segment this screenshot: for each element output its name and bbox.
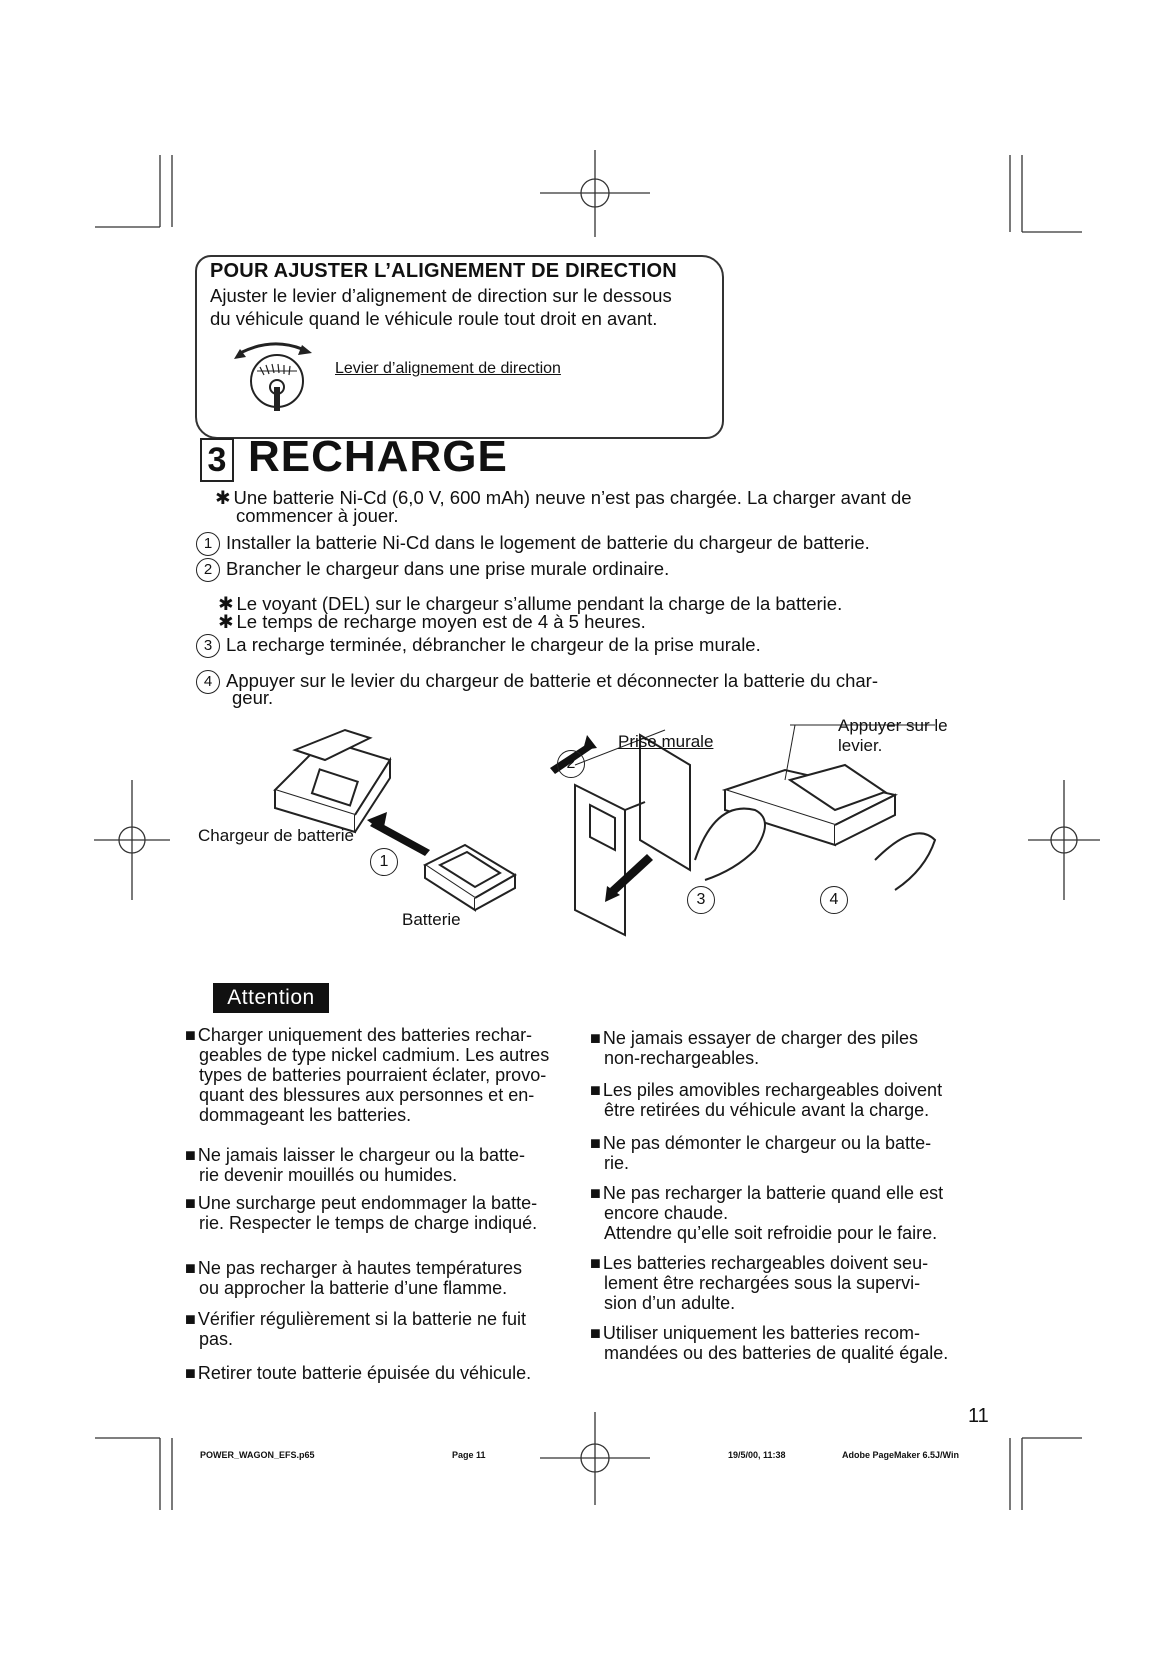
charger-illustration (275, 730, 390, 832)
lever-release-illustration (695, 765, 935, 890)
step-4: 4 Appuyer sur le levier du chargeur de batterie et déconnecter la batterie du char- (196, 670, 878, 694)
step-3: 3 La recharge terminée, débrancher le chargeur de la prise murale. (196, 634, 761, 658)
battery-label: Batterie (402, 910, 461, 929)
attention-item: ■ Ne jamais laisser le chargeur ou la batte- rie devenir mouillés ou humides. (185, 1145, 526, 1185)
step-number: 1 (196, 532, 220, 556)
attention-item: ■ Ne pas démonter le chargeur ou la batte- rie. (590, 1133, 932, 1173)
step-4-cont: geur. (232, 687, 274, 708)
asterisk-icon: ✱ (218, 593, 234, 614)
step-number: 3 (196, 634, 220, 658)
section-number: 3 (200, 438, 234, 482)
lever-label: Levier d’alignement de direction (335, 360, 561, 377)
attention-item: ■ Ne jamais essayer de charger des piles non-rechargeables. (590, 1028, 919, 1068)
steering-lever-illustration (232, 335, 332, 415)
attention-item: ■ Les piles amovibles rechargeables doivent être retirées du véhicule avant la charge. (590, 1080, 943, 1120)
footer-file: POWER_WAGON_EFS.p65 (200, 1450, 315, 1460)
asterisk-icon: ✱ (215, 487, 231, 508)
step-1: 1 Installer la batterie Ni-Cd dans le logement de batterie du chargeur de batterie. (196, 532, 870, 556)
attention-item: ■ Charger uniquement des batteries rechar- geables de type nickel cadmium. Les autres types de batteries pourraient éclater, provo- quant des blessures aux personnes et en- dommageant les batteries. (185, 1025, 550, 1125)
asterisk-icon: ✱ (218, 611, 234, 632)
attention-item: ■ Vérifier régulièrement si la batterie ne fuit pas. (185, 1309, 527, 1349)
page-number: 11 (968, 1405, 989, 1427)
step-number: 4 (196, 670, 220, 694)
battery-illustration (425, 845, 515, 910)
attention-item: ■ Retirer toute batterie épuisée du véhicule. (185, 1363, 532, 1383)
wall-socket-illustration (575, 735, 690, 950)
attention-item: ■ Ne pas recharger à hautes températures ou approcher la batterie d’une flamme. (185, 1258, 523, 1298)
alignment-text-line2: du véhicule quand le véhicule roule tout droit en avant. (210, 308, 658, 329)
figure-number-2: 2 (557, 750, 585, 778)
new-battery-note: ✱ Une batterie Ni-Cd (6,0 V, 600 mAh) neuve n’est pas chargée. La charger avant de (215, 487, 912, 508)
press-lever-label: Appuyer sur le levier. (838, 716, 948, 755)
footer-date: 19/5/00, 11:38 (728, 1450, 786, 1460)
charger-label: Chargeur de batterie (198, 826, 354, 845)
attention-item: ■ Une surcharge peut endommager la batte- rie. Respecter le temps de charge indiqué. (185, 1193, 538, 1233)
footer-page: Page 11 (452, 1450, 486, 1460)
figure-number-4: 4 (820, 886, 848, 914)
alignment-description (210, 284, 710, 330)
new-battery-note-cont: commencer à jouer. (236, 505, 399, 526)
footer-app: Adobe PageMaker 6.5J/Win (842, 1450, 959, 1460)
attention-item: ■ Les batteries rechargeables doivent seu- lement être rechargées sous la supervi- sion d’un adulte. (590, 1253, 929, 1313)
section-title: RECHARGE (248, 432, 508, 481)
alignment-title: POUR AJUSTER L’ALIGNEMENT DE DIRECTION (210, 260, 677, 282)
step-2: 2 Brancher le chargeur dans une prise murale ordinaire. (196, 558, 669, 582)
time-note: ✱ Le temps de recharge moyen est de 4 à 5 heures. (218, 611, 646, 632)
alignment-text-line1: Ajuster le levier d’alignement de direction sur le dessous (210, 285, 672, 306)
led-note: ✱ Le voyant (DEL) sur le chargeur s’allume pendant la charge de la batterie. (218, 593, 843, 614)
figure-number-3: 3 (687, 886, 715, 914)
attention-item: ■ Utiliser uniquement les batteries recom- mandées ou des batteries de qualité égale. (590, 1323, 949, 1363)
figure-number-1: 1 (370, 848, 398, 876)
attention-badge: Attention (213, 983, 329, 1013)
wall-socket-label: Prise murale (618, 732, 714, 751)
attention-item: ■ Ne pas recharger la batterie quand elle est encore chaude. Attendre qu’elle soit refroidie pour le faire. (590, 1183, 944, 1243)
step-number: 2 (196, 558, 220, 582)
